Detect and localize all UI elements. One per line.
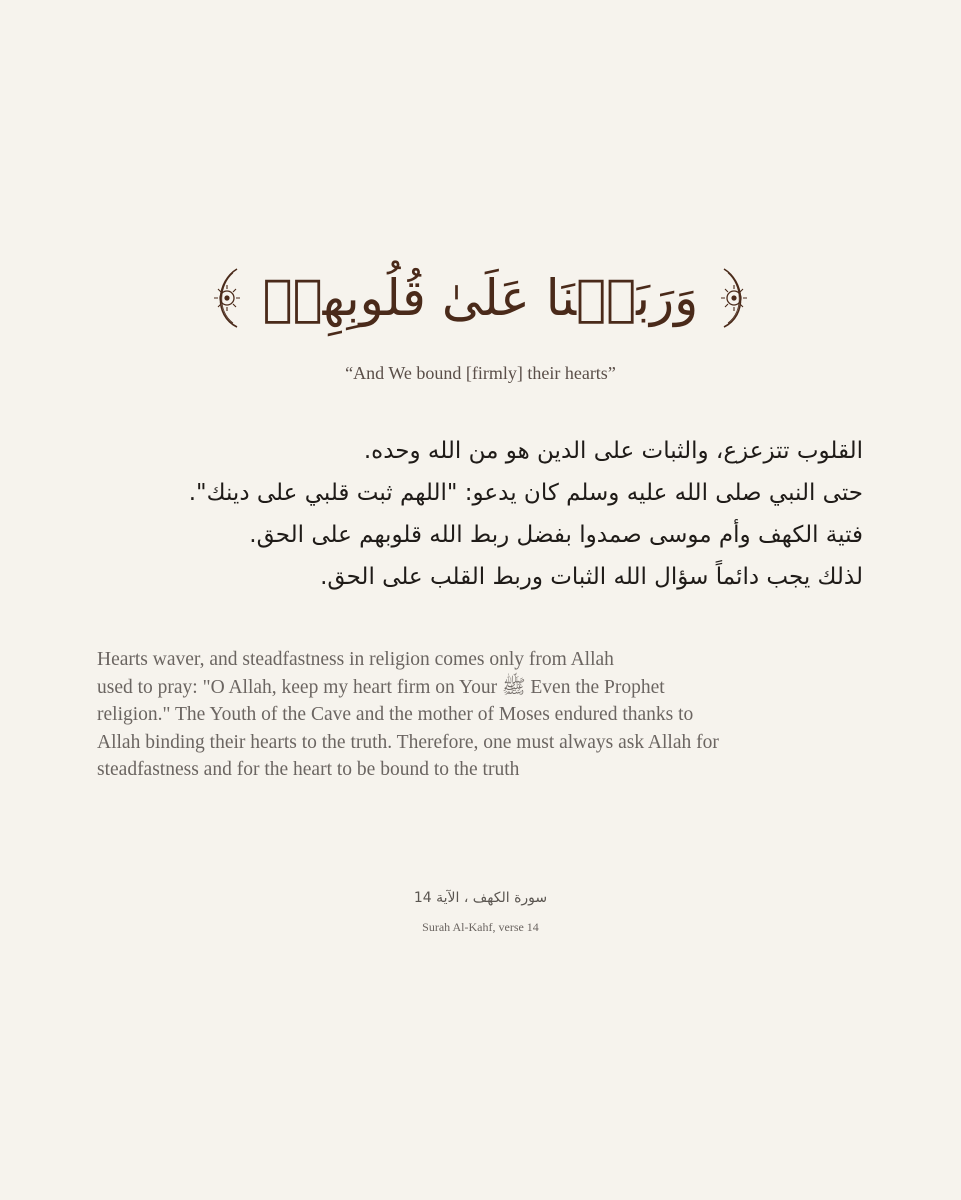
ornate-bracket-icon	[714, 265, 758, 331]
reflection-english-line: Hearts waver, and steadfastness in religion comes only from Allah	[97, 649, 614, 670]
reflection-arabic-line: لذلك يجب دائماً سؤال الله الثبات وربط القلب على الحق.	[320, 564, 863, 590]
quran-verse-arabic: وَرَبَطۡنَا عَلَىٰ قُلُوبِهِمۡ	[262, 269, 699, 327]
reflection-arabic	[188, 430, 863, 598]
reflection-english	[97, 646, 797, 784]
reflection-english-line: steadfastness and for the heart to be bound to the truth	[97, 759, 520, 780]
verse-header	[0, 258, 961, 338]
reflection-arabic-line: فتية الكهف وأم موسى صمدوا بفضل ربط الله قلوبهم على الحق.	[249, 522, 863, 548]
ornate-bracket-icon	[203, 265, 247, 331]
source-reference-arabic: سورة الكهف ، الآية 14	[413, 890, 548, 906]
reflection-english-line: used to pray: "O Allah, keep my heart firm on Your ﷺ Even the Prophet	[97, 676, 665, 698]
verse-translation: “And We bound [firmly] their hearts”	[345, 363, 616, 383]
reflection-arabic-line: حتى النبي صلى الله عليه وسلم كان يدعو: "اللهم ثبت قلبي على دينك".	[188, 480, 863, 506]
reflection-english-line: Allah binding their hearts to the truth. Therefore, one must always ask Allah for	[97, 731, 719, 753]
reflection-arabic-line: القلوب تتزعزع، والثبات على الدين هو من الله وحده.	[363, 438, 863, 464]
reflection-english-line: religion." The Youth of the Cave and the mother of Moses endured thanks to	[97, 704, 694, 725]
source-reference-english: Surah Al-Kahf, verse 14	[422, 920, 539, 934]
